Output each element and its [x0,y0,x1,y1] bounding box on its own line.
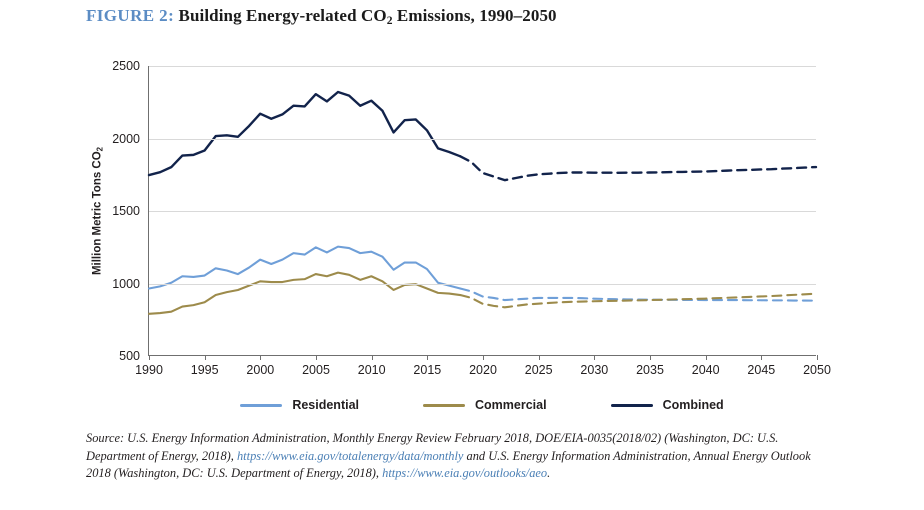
series-line-combined-projected [460,156,816,180]
page-title [86,6,557,27]
x-tick-label: 2035 [636,363,664,377]
x-tick-label: 2015 [413,363,442,377]
x-tick [594,355,595,360]
legend-swatch-combined [611,404,653,407]
series-line-residential-historical [149,247,460,289]
source-line2a: Energy, 2018), [161,448,237,463]
chart-legend [148,398,816,412]
figure-label: FIGURE 2: [86,6,175,25]
series-line-combined-historical [149,92,460,175]
x-tick [706,355,707,360]
source-link-monthly[interactable]: https://www.eia.gov/totalenergy/data/monthly [236,448,464,463]
source-line3b: . [547,466,551,481]
source-line2b: and U.S. Energy Information Administration, Annual Energy Outlook 2018 (Washington, DC: U.S. [86,448,811,481]
x-tick [817,355,818,360]
x-tick-label: 2050 [803,363,831,377]
x-tick-label: 2010 [357,363,386,377]
legend-item-commercial [423,398,547,412]
gridline [149,284,816,285]
x-tick-label: 1990 [135,363,163,377]
legend-label-commercial: Commercial [475,398,547,412]
source-line1: Source: U.S. Energy Information Administration, Monthly Energy Review February 2018, DOE/EIA-0035(2018/02) (Washington, DC: U.S. Department of [86,431,779,463]
x-tick [761,355,762,360]
x-tick-label: 2045 [747,363,776,377]
x-tick-label: 2000 [246,363,275,377]
x-tick-label: 2020 [469,363,497,377]
x-tick [650,355,651,360]
x-tick-label: 2040 [691,363,720,377]
x-tick [260,355,261,360]
x-tick-label: 2005 [302,363,330,377]
legend-item-residential [240,398,359,412]
x-tick [427,355,428,360]
x-tick-label: 2030 [580,363,609,377]
legend-swatch-commercial [423,404,465,407]
y-tick-label: 1500 [112,204,140,218]
x-tick-label: 2025 [524,363,553,377]
title-text-after: Emissions, 1990–2050 [392,6,557,25]
y-tick-label: 2500 [112,59,140,73]
gridline [149,139,816,140]
series-line-commercial-historical [149,273,460,314]
series-line-residential-projected [460,289,816,301]
title-text-before: Building Energy-related CO [178,6,387,25]
x-tick [316,355,317,360]
y-tick-label: 2000 [112,131,140,146]
x-tick [539,355,540,360]
x-tick [372,355,373,360]
y-tick-label: 1000 [112,276,140,291]
x-tick [483,355,484,360]
gridline [149,66,816,67]
title-subscript: 2 [386,13,393,27]
legend-swatch-residential [240,404,282,407]
source-link-aeo[interactable]: https://www.eia.gov/outlooks/aeo [382,466,548,481]
x-tick [205,355,206,360]
x-tick [149,355,150,360]
source-note [86,430,826,483]
x-tick-label: 1995 [190,363,219,377]
legend-label-residential: Residential [292,398,359,412]
chart-container [0,46,924,396]
y-axis-label: Million Metric Tons $CO_2$ [91,146,105,276]
gridline [149,211,816,212]
legend-label-combined: Combined [662,398,724,412]
plot-area [112,59,831,377]
y-tick-label: 500 [119,349,140,363]
source-line3a: Department of Energy, 2018), [231,466,383,481]
legend-item-combined [611,398,724,412]
